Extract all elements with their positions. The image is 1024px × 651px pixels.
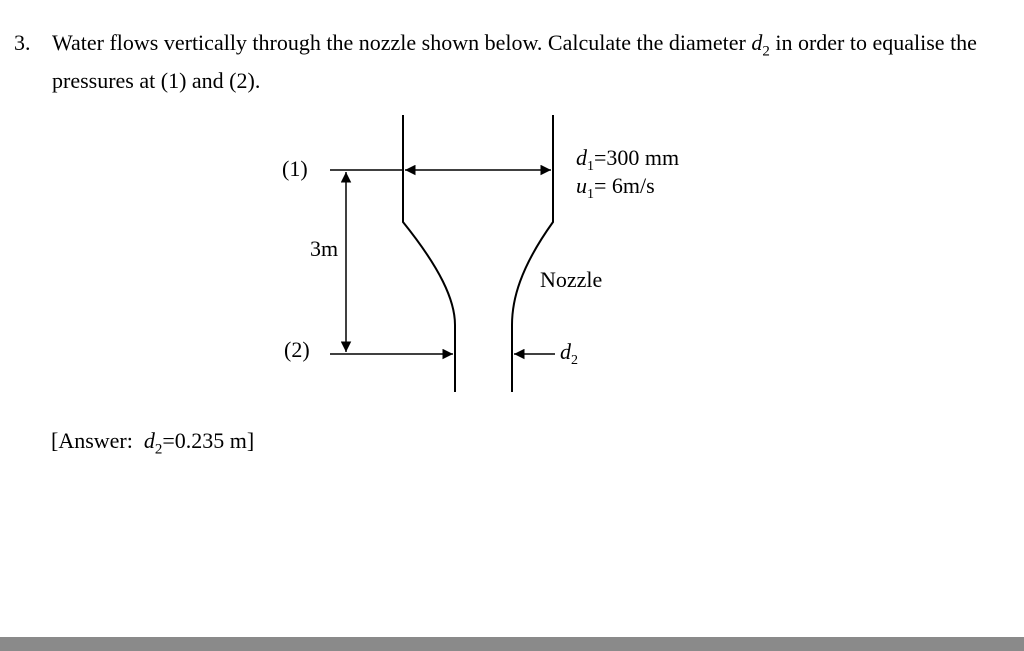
answer-line	[51, 426, 254, 464]
u1-value: = 6m/s	[594, 173, 655, 198]
u1-symbol: u	[576, 173, 587, 198]
nozzle-label: Nozzle	[540, 267, 603, 292]
answer-value: =0.235 m]	[162, 428, 255, 453]
d2-label	[560, 339, 578, 368]
d2-symbol: d	[560, 339, 571, 364]
answer-variable: d	[143, 428, 155, 453]
answer-prefix: [Answer:	[51, 428, 144, 453]
d1-value: =300 mm	[594, 145, 680, 170]
question-variable: d	[751, 30, 763, 55]
d1-label	[576, 145, 679, 174]
u1-label	[576, 173, 655, 202]
question-text-start: Water flows vertically through the nozzle shown below. Calculate the diameter	[52, 30, 752, 55]
u1-subscript: 1	[587, 187, 594, 202]
section2-label: (2)	[284, 337, 310, 362]
d1-symbol: d	[576, 145, 587, 170]
footer-bar	[0, 637, 1024, 651]
question-text-end: in order to equalise the pressures at (1) and (2).	[52, 30, 977, 94]
d1-subscript: 1	[587, 159, 594, 174]
question-variable-subscript: 2	[762, 43, 770, 60]
d2-subscript: 2	[571, 353, 578, 368]
height-label: 3m	[310, 236, 339, 261]
answer-variable-subscript: 2	[154, 441, 163, 458]
question-number: 3.	[14, 30, 31, 55]
section1-label: (1)	[282, 156, 308, 181]
pipe-left-wall	[403, 115, 455, 392]
pipe-right-wall	[512, 115, 553, 392]
